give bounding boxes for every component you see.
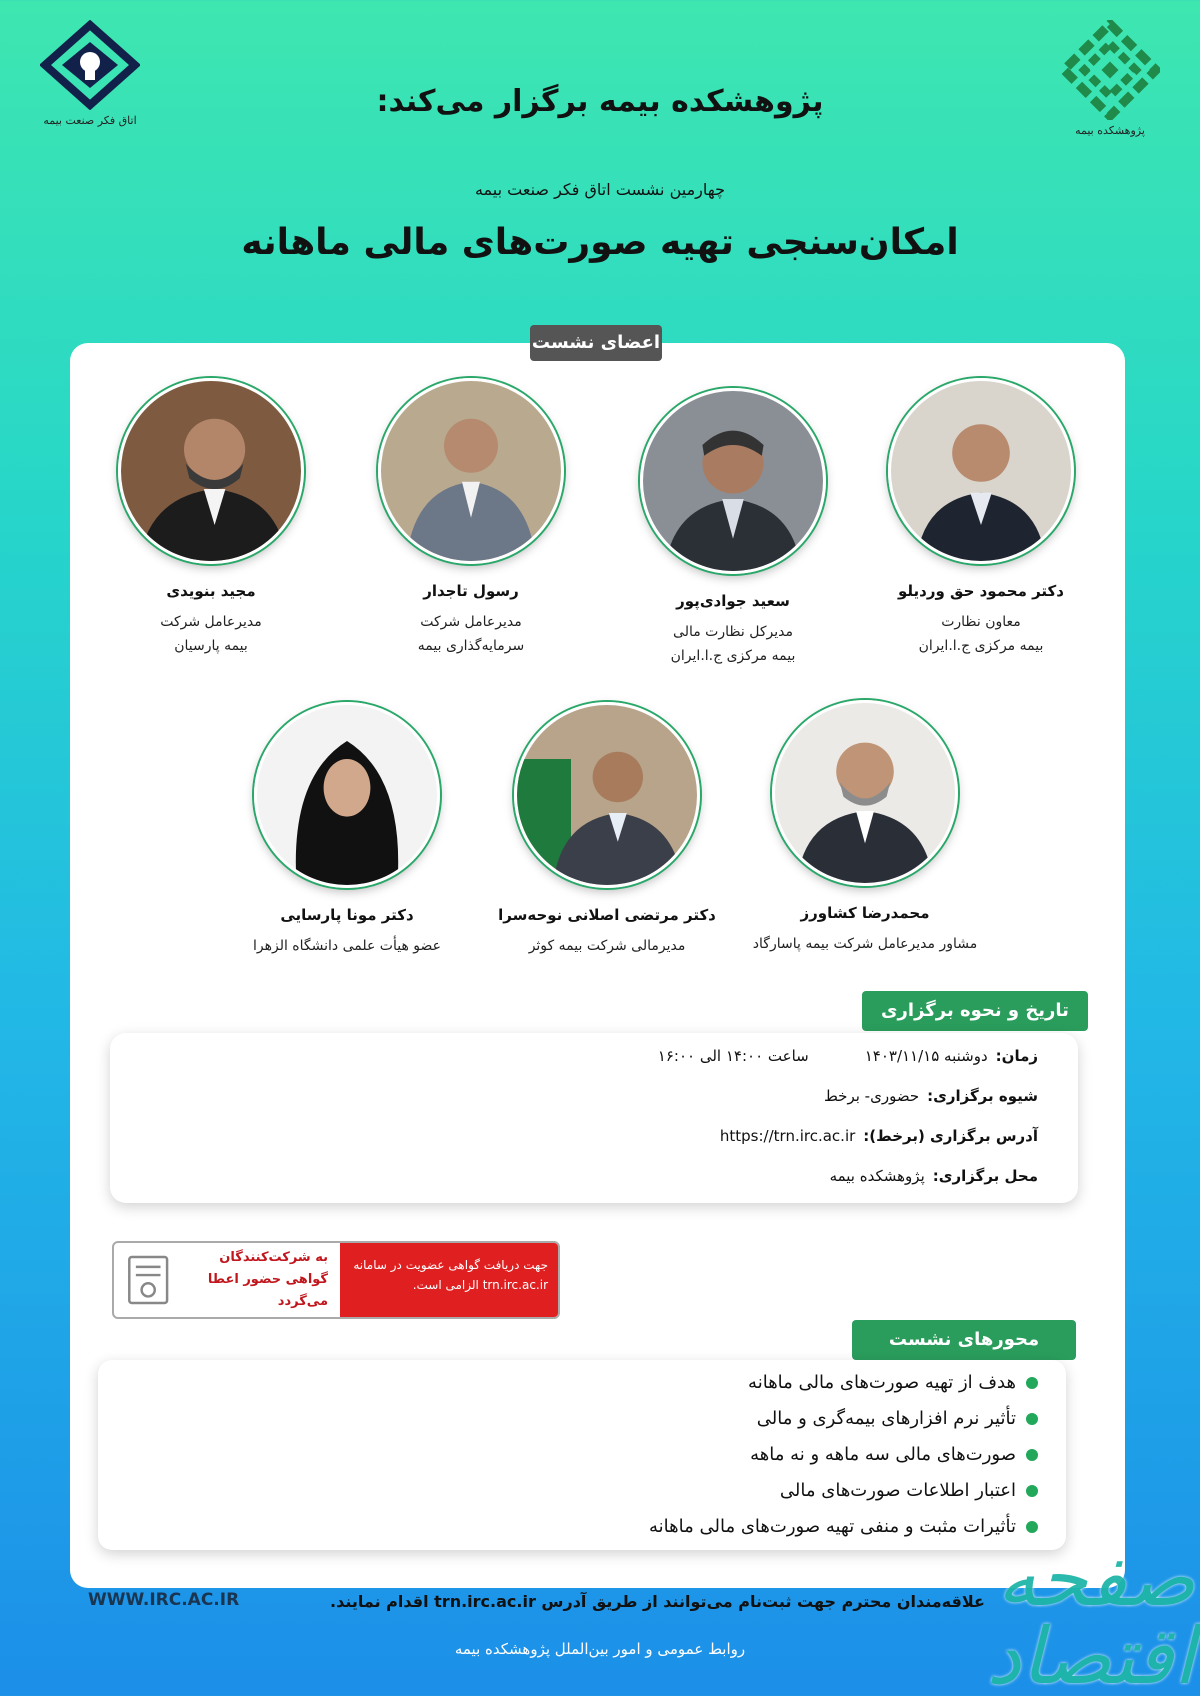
member-card bbox=[618, 388, 848, 668]
certificate-award-text bbox=[184, 1247, 328, 1313]
member-card bbox=[866, 378, 1096, 658]
time-row bbox=[658, 1047, 1038, 1065]
member-photo bbox=[514, 702, 700, 888]
certificate-award-line2: گواهی حضور اعطا می‌گردد bbox=[207, 1272, 328, 1309]
institute-caption: پژوهشکده بیمه bbox=[1075, 124, 1145, 137]
topic-item bbox=[649, 1516, 1038, 1537]
member-organization: بیمه پارسیان bbox=[174, 638, 248, 654]
page-title: امکان‌سنجی تهیه صورت‌های مالی ماهانه bbox=[241, 222, 959, 263]
topic-text: هدف از تهیه صورت‌های مالی ماهانه bbox=[748, 1372, 1016, 1393]
member-organization: سرمایه‌گذاری بیمه bbox=[417, 638, 525, 654]
member-role: مدیرکل نظارت مالی bbox=[673, 624, 793, 640]
mode-label: شیوه برگزاری: bbox=[927, 1087, 1038, 1105]
certificate-icon bbox=[126, 1248, 170, 1312]
member-name: محمدرضا کشاورز bbox=[800, 904, 930, 922]
time-hours: ساعت ۱۴:۰۰ الی ۱۶:۰۰ bbox=[657, 1047, 809, 1065]
bullet-icon bbox=[1026, 1413, 1038, 1425]
address-label: آدرس برگزاری (برخط): bbox=[863, 1127, 1038, 1145]
venue-row bbox=[830, 1167, 1038, 1185]
topic-text: تأثیرات مثبت و منفی تهیه صورت‌های مالی ماهانه bbox=[649, 1516, 1016, 1537]
member-name: دکتر مونا پارسایی bbox=[280, 906, 414, 924]
member-role: مدیرعامل شرکت bbox=[420, 614, 522, 630]
member-name: رسول تاجدار bbox=[423, 582, 519, 600]
certificate-requirement-line2: trn.irc.ac.ir الزامی است. bbox=[412, 1278, 548, 1292]
address-row bbox=[720, 1127, 1038, 1145]
mode-value: حضوری- برخط bbox=[823, 1087, 920, 1105]
member-name: سعید جوادی‌پور bbox=[676, 592, 790, 610]
bullet-icon bbox=[1026, 1485, 1038, 1497]
member-card bbox=[356, 378, 586, 658]
bullet-icon bbox=[1026, 1449, 1038, 1461]
member-photo bbox=[640, 388, 826, 574]
topics-tab: محورهای نشست bbox=[852, 1320, 1076, 1360]
topic-item bbox=[757, 1408, 1038, 1429]
topic-item bbox=[748, 1372, 1038, 1393]
session-subtitle: چهارمین نشست اتاق فکر صنعت بیمه bbox=[474, 180, 726, 199]
member-organization: بیمه مرکزی ج.ا.ایران bbox=[670, 648, 796, 664]
member-role: عضو هیأت علمی دانشگاه الزهرا bbox=[252, 938, 442, 954]
member-name: دکتر محمود حق وردیلو bbox=[898, 582, 1064, 600]
certificate-award bbox=[114, 1243, 340, 1317]
certificate-requirement-line1: جهت دریافت گواهی عضویت در سامانه bbox=[353, 1258, 548, 1272]
member-card bbox=[750, 700, 980, 956]
mode-row bbox=[824, 1087, 1038, 1105]
topic-text: صورت‌های مالی سه ماهه و نه ماهه bbox=[750, 1444, 1016, 1465]
topic-text: اعتبار اطلاعات صورت‌های مالی bbox=[779, 1480, 1016, 1501]
organizer-heading: پژوهشکده بیمه برگزار می‌کند: bbox=[376, 84, 824, 119]
time-value: دوشنبه ۱۴۰۳/۱۱/۱۵ bbox=[864, 1047, 988, 1065]
certificate-banner bbox=[112, 1241, 560, 1319]
member-role: مدیرعامل شرکت bbox=[160, 614, 262, 630]
topic-item bbox=[750, 1444, 1038, 1465]
registration-note: علاقه‌مندان محترم جهت ثبت‌نام می‌توانند از طریق آدرس trn.irc.ac.ir اقدام نمایند. bbox=[330, 1592, 985, 1611]
members-tag: اعضای نشست bbox=[530, 325, 662, 361]
schedule-box bbox=[110, 1033, 1078, 1203]
topic-text: تأثیر نرم افزارهای بیمه‌گری و مالی bbox=[756, 1408, 1016, 1429]
member-name: مجید بنویدی bbox=[166, 582, 256, 600]
watermark-logo: صفحه اقتصاد bbox=[986, 1534, 1195, 1696]
member-photo bbox=[772, 700, 958, 886]
member-photo bbox=[118, 378, 304, 564]
schedule-tab: تاریخ و نحوه برگزاری bbox=[862, 991, 1088, 1031]
venue-label: محل برگزاری: bbox=[932, 1167, 1038, 1185]
member-card bbox=[96, 378, 326, 658]
member-role: معاون نظارت bbox=[941, 614, 1021, 630]
member-photo bbox=[254, 702, 440, 888]
member-card bbox=[492, 702, 722, 958]
member-role: مدیرمالی شرکت بیمه کوثر bbox=[528, 938, 686, 954]
time-label: زمان: bbox=[995, 1047, 1038, 1065]
venue-value: پژوهشکده بیمه bbox=[829, 1167, 925, 1185]
bullet-icon bbox=[1026, 1377, 1038, 1389]
member-photo bbox=[888, 378, 1074, 564]
bullet-icon bbox=[1026, 1521, 1038, 1533]
member-organization: بیمه مرکزی ج.ا.ایران bbox=[918, 638, 1044, 654]
member-role: مشاور مدیرعامل شرکت بیمه پاسارگاد bbox=[752, 936, 978, 952]
topic-item bbox=[780, 1480, 1038, 1501]
department-credit: روابط عمومی و امور بین‌الملل پژوهشکده بیمه bbox=[454, 1640, 746, 1658]
member-photo bbox=[378, 378, 564, 564]
address-link[interactable]: https://trn.irc.ac.ir bbox=[719, 1127, 856, 1145]
think-tank-caption: اتاق فکر صنعت بیمه bbox=[43, 114, 137, 127]
topics-box bbox=[98, 1360, 1066, 1550]
member-card bbox=[232, 702, 462, 958]
certificate-requirement bbox=[340, 1243, 558, 1317]
certificate-award-line1: به شرکت‌کنندگان bbox=[219, 1250, 328, 1265]
website-link[interactable]: WWW.IRC.AC.IR bbox=[88, 1590, 240, 1610]
member-name: دکتر مرتضی اصلانی نوحه‌سرا bbox=[498, 906, 716, 924]
